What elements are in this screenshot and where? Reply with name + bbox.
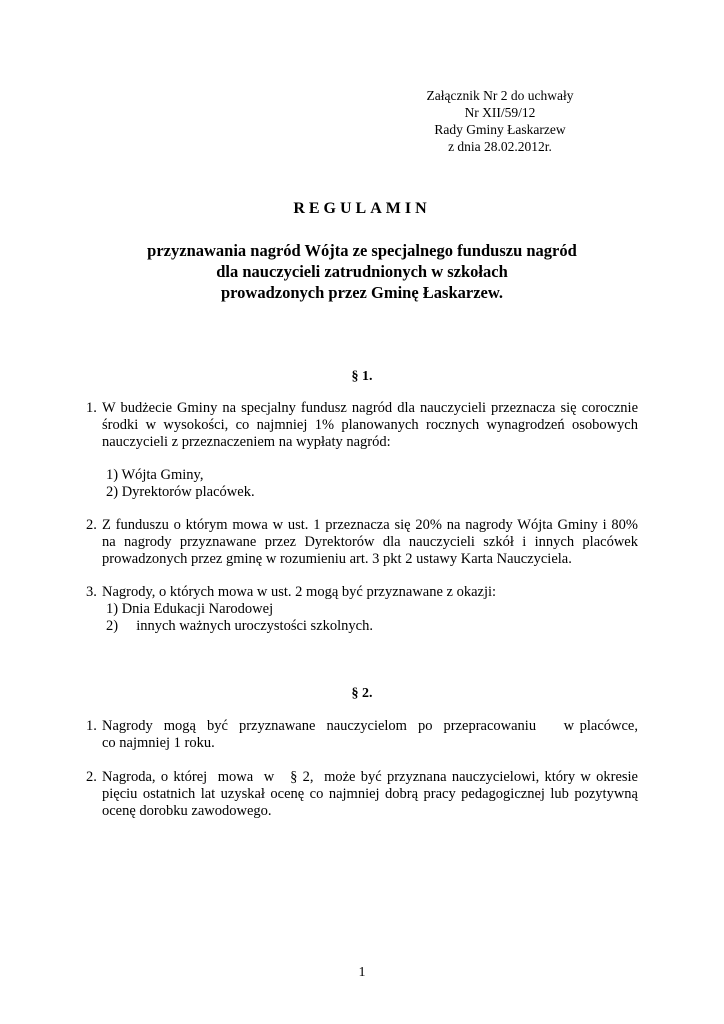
annex-line: Nr XII/59/12: [464, 105, 536, 120]
section-2-heading: § 2.: [351, 686, 373, 701]
annex-line: z dnia 28.02.2012r.: [448, 139, 552, 154]
item-number: 2.: [86, 517, 97, 533]
subtitle-line: prowadzonych przez Gminę Łaskarzew.: [220, 283, 503, 302]
item-number: 2.: [86, 769, 97, 785]
section-1-item-2: [86, 517, 638, 568]
item-number: 1.: [86, 718, 97, 734]
sub-item: 2) Dyrektorów placówek.: [106, 484, 255, 500]
item-line: Nagrody mogą być przyznawane nauczycielom po przepracowaniu w placówce,: [102, 718, 638, 734]
annex-line: Załącznik Nr 2 do uchwały: [426, 88, 574, 103]
annex-line: Rady Gminy Łaskarzew: [434, 122, 566, 137]
annex-header: [380, 87, 620, 155]
item-line: środki w wysokości, co najmniej 1% planowanych rocznych wynagrodzeń osobowych: [102, 417, 638, 433]
item-line: W budżecie Gminy na specjalny fundusz nagród dla nauczycieli przeznacza się corocznie: [102, 400, 638, 416]
sub-item: 2) innych ważnych uroczystości szkolnych.: [106, 618, 373, 634]
item-line: Nagrody, o których mowa w ust. 2 mogą być przyznawane z okazji:: [102, 584, 497, 600]
section-2-item-2: [86, 769, 638, 820]
document-subtitle: [0, 240, 724, 303]
sub-item: 1) Wójta Gminy,: [106, 467, 204, 483]
item-line: co najmniej 1 roku.: [102, 735, 215, 751]
item-line: na nagrody przyznawane przez Dyrektorów dla nauczycieli szkół i innych placówek: [102, 534, 638, 550]
item-line: ocenę dorobku zawodowego.: [102, 803, 272, 819]
item-line: prowadzonych przez gminę w rozumieniu art. 3 pkt 2 ustawy Karta Nauczyciela.: [102, 551, 572, 567]
section-2-item-1: [86, 718, 638, 752]
item-line: pięciu ostatnich lat uzyskał ocenę co najmniej dobrą pracy pedagogicznej lub pozytywną: [102, 786, 638, 802]
subtitle-line: dla nauczycieli zatrudnionych w szkołach: [216, 262, 508, 281]
sub-item: 1) Dnia Edukacji Narodowej: [106, 601, 274, 617]
item-number: 3.: [86, 584, 97, 600]
item-line: Nagroda, o której mowa w § 2, może być przyznana nauczycielowi, który w okresie: [102, 769, 638, 785]
section-1-item-1: [86, 400, 638, 451]
subtitle-line: przyznawania nagród Wójta ze specjalnego funduszu nagród: [147, 241, 577, 260]
document-title: REGULAMIN: [293, 200, 431, 217]
section-1-item-3: [86, 584, 638, 601]
page-number: 1: [358, 965, 366, 980]
item-number: 1.: [86, 400, 97, 416]
section-1-heading: § 1.: [351, 369, 373, 384]
item-line: nauczycieli z przeznaczeniem na wypłaty nagród:: [102, 434, 391, 450]
item-line: Z funduszu o którym mowa w ust. 1 przeznacza się 20% na nagrody Wójta Gminy i 80%: [102, 517, 638, 533]
